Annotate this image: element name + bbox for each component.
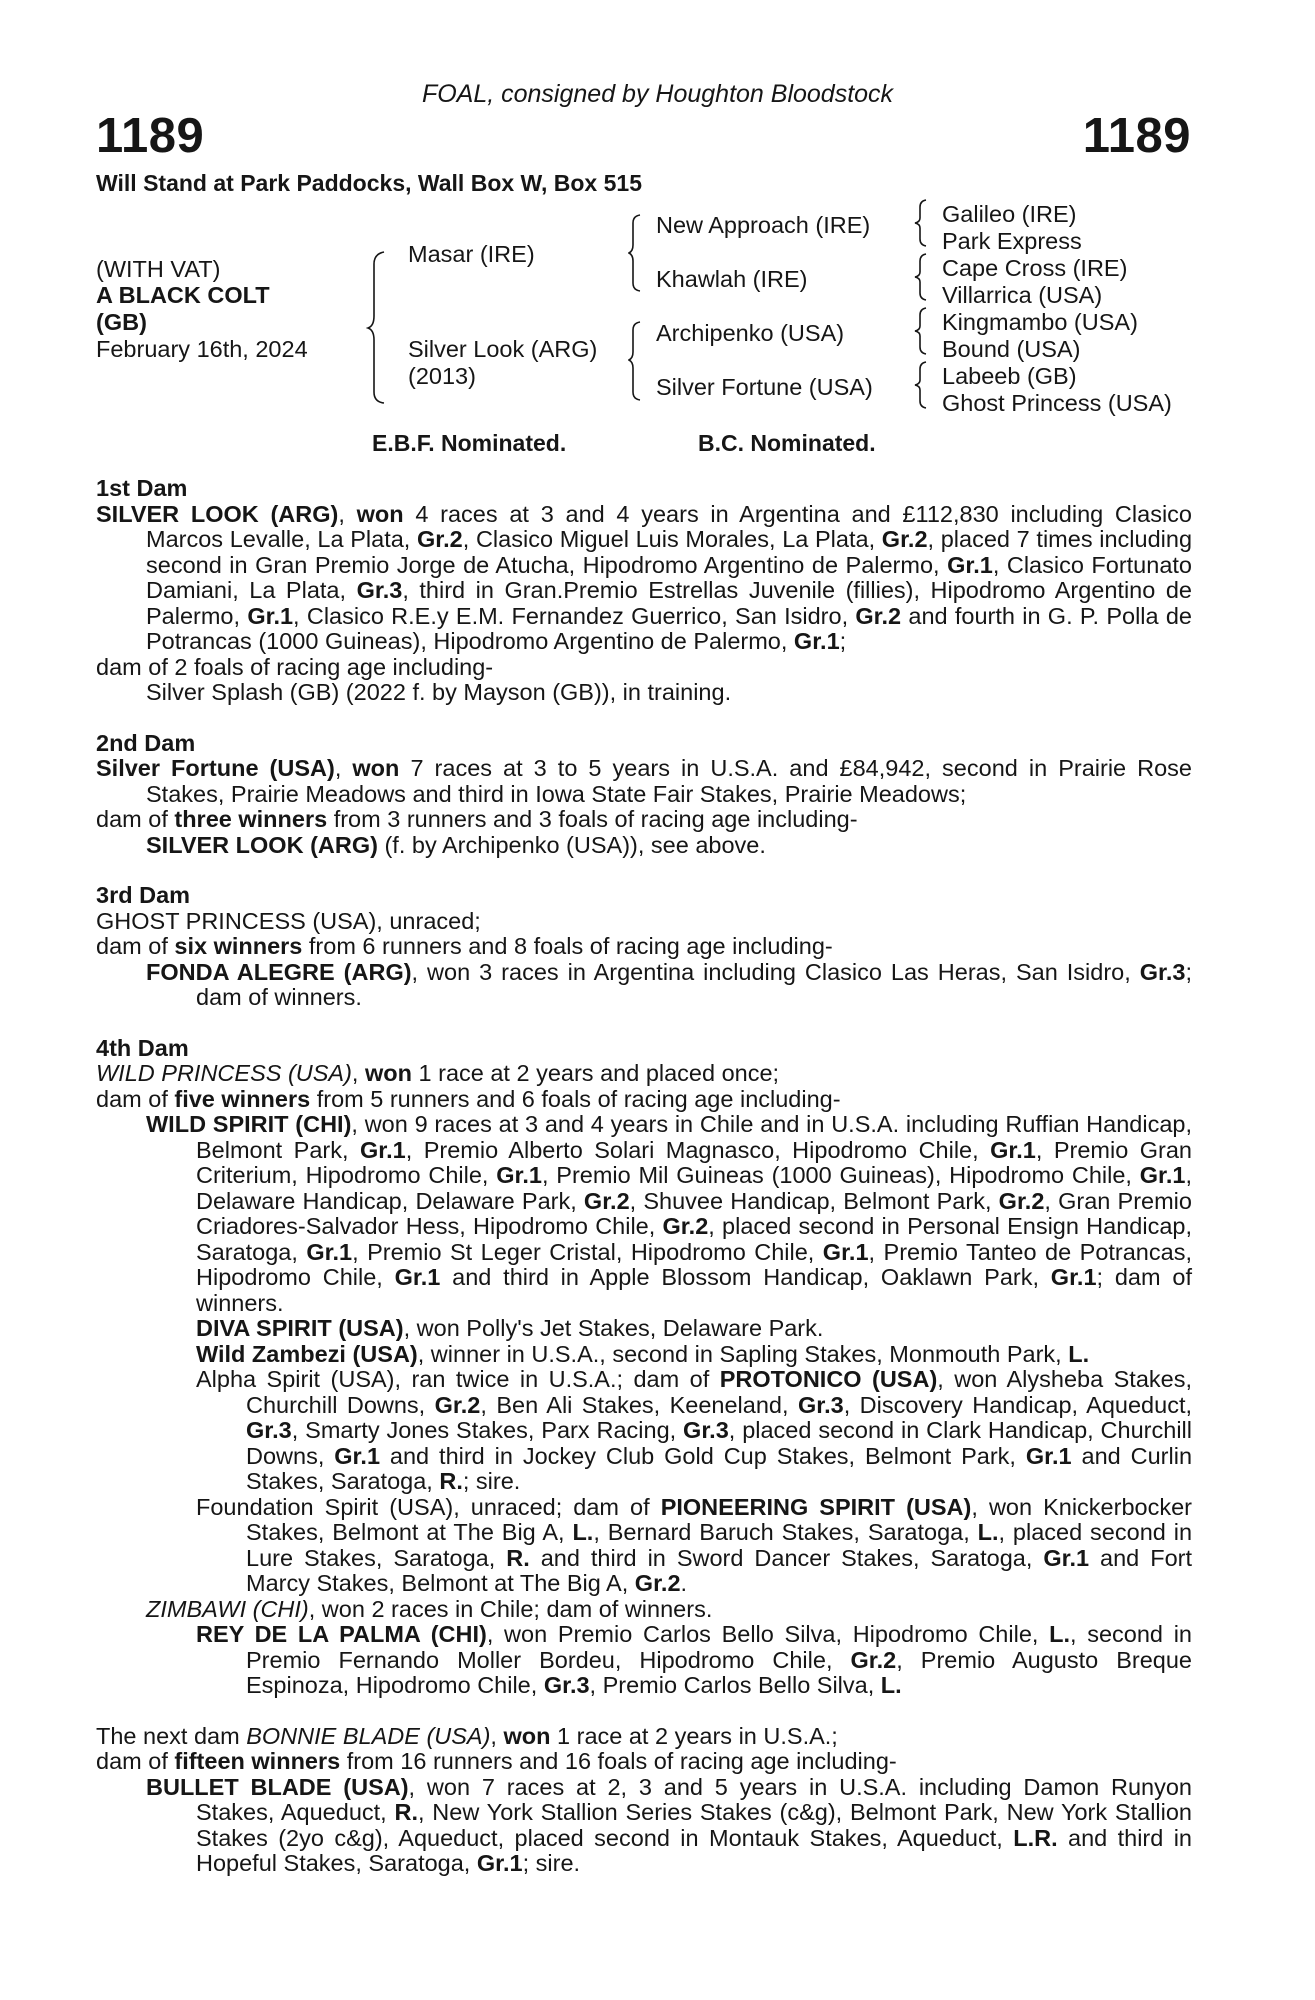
pedigree-brace-main: [366, 250, 390, 405]
bold-text-run: Gr.2: [417, 526, 463, 552]
text-run: and Curlin Stakes, Saratoga,: [246, 1442, 1193, 1494]
italic-text-run: BONNIE BLADE (USA): [246, 1722, 491, 1749]
g3-villarrica: Villarrica (USA): [942, 282, 1103, 308]
text-run: The next dam: [96, 1722, 247, 1749]
text-run: and Fort Marcy Stakes, Belmont at The Big A,: [246, 1544, 1193, 1596]
pedigree-brace-g3-2: [914, 252, 928, 302]
bold-text-run: L.: [572, 1519, 594, 1545]
g3-ghost-princess: Ghost Princess (USA): [942, 390, 1172, 416]
text-run: and third in Jockey Club Gold Cup Stakes, Belmont Park,: [380, 1442, 1026, 1469]
text-run: , won Polly's Jet Stakes, Delaware Park.: [403, 1315, 824, 1341]
dam-year: (2013): [408, 363, 476, 389]
text-run: , winner in U.S.A., second in Sapling Stakes, Monmouth Park,: [417, 1340, 1069, 1367]
produce-bullet-blade: [96, 1775, 1192, 1877]
bold-text-run: R.: [394, 1799, 418, 1825]
next-dam-produce-summary: [96, 1749, 1192, 1775]
text-run: ; sire.: [522, 1850, 581, 1876]
bold-text-run: won: [352, 755, 400, 781]
text-run: from 3 runners and 3 foals of racing age including-: [327, 806, 858, 832]
text-run: 4 races at 3 and 4 years in Argentina and £112,830 including Clasico Marcos Levalle, La Plata,: [146, 500, 1192, 552]
bold-text-run: PIONEERING SPIRIT (USA): [660, 1493, 972, 1520]
text-run: , Premio Tanteo de Potrancas, Hipodromo Chile,: [196, 1238, 1192, 1290]
bold-text-run: Gr.1: [793, 628, 840, 654]
text-run: , placed second in Clark Handicap, Churchill Downs,: [246, 1417, 1192, 1469]
next-dam-section: [96, 1724, 1192, 1877]
produce-rey-de-la-palma: [96, 1622, 1192, 1699]
first-dam-record: [96, 502, 1192, 655]
lot-number-right: 1189: [1082, 109, 1191, 163]
bold-text-run: PROTONICO (USA): [719, 1366, 938, 1392]
sire-sire-name: New Approach (IRE): [656, 212, 871, 238]
text-run: dam of: [96, 933, 175, 959]
bold-text-run: three winners: [174, 806, 328, 832]
third-dam-section: [96, 883, 1192, 1011]
pedigree-brace-dam: [628, 320, 642, 402]
bold-text-run: Gr.2: [998, 1187, 1045, 1214]
foaling-date: February 16th, 2024: [96, 336, 308, 362]
text-run: from 5 runners and 6 foals of racing age including-: [310, 1085, 841, 1112]
third-dam-produce-summary: [96, 934, 1192, 960]
produce-diva-spirit: [96, 1316, 1192, 1342]
fourth-dam-heading: 4th Dam: [96, 1034, 189, 1061]
bold-text-run: won: [503, 1722, 551, 1749]
bold-text-run: Gr.3: [797, 1391, 844, 1418]
text-run: ,: [338, 500, 357, 527]
text-run: , New York Stallion Series Stakes (c&g), Belmont Park, New York Stallion Stakes (2yo c&g), Aqueduct, placed second in Montauk Stakes, Aqueduct,: [196, 1799, 1192, 1851]
bold-text-run: DIVA SPIRIT (USA): [196, 1315, 404, 1341]
third-dam-heading: 3rd Dam: [96, 882, 191, 908]
bold-text-run: Gr.3: [1139, 958, 1186, 985]
bold-text-run: Gr.1: [947, 551, 993, 578]
pedigree-brace-g3-1: [914, 198, 928, 248]
text-run: , Delaware Handicap, Delaware Park,: [196, 1162, 1192, 1214]
bold-text-run: REY DE LA PALMA (CHI): [196, 1621, 487, 1647]
pedigree-brace-g3-3: [914, 306, 928, 356]
pedigree-brace-sire: [628, 213, 642, 293]
g3-bound: Bound (USA): [942, 336, 1081, 362]
text-run: ; dam of winners.: [196, 1264, 1192, 1316]
text-run: and third in Apple Blossom Handicap, Oaklawn Park,: [440, 1264, 1051, 1290]
text-run: , Premio Gran Criterium, Hipodromo Chile,: [196, 1136, 1192, 1188]
text-run: , Premio Carlos Bello Silva,: [589, 1672, 881, 1698]
produce-wild-zambezi: [96, 1342, 1192, 1368]
produce-wild-spirit: [96, 1112, 1192, 1316]
text-run: , won Alysheba Stakes, Churchill Downs,: [246, 1366, 1192, 1418]
bold-text-run: BULLET BLADE (USA): [146, 1773, 409, 1800]
bc-nominated: B.C. Nominated.: [698, 430, 876, 456]
bold-text-run: Gr.1: [1050, 1264, 1097, 1290]
bold-text-run: Gr.2: [434, 1391, 481, 1418]
colt-description: A BLACK COLT: [96, 282, 270, 308]
italic-text-run: WILD PRINCESS (USA): [96, 1060, 352, 1086]
text-run: , Smarty Jones Stakes, Parx Racing,: [291, 1417, 684, 1443]
g3-park-express: Park Express: [942, 228, 1082, 254]
bold-text-run: Silver Fortune (USA): [96, 755, 335, 781]
dam-dam-name: Silver Fortune (USA): [656, 374, 873, 400]
bold-text-run: L.: [1068, 1340, 1090, 1367]
bold-text-run: R.: [506, 1544, 530, 1571]
second-dam-record: [96, 756, 1192, 807]
bold-text-run: Gr.2: [634, 1570, 681, 1596]
produce-alpha-spirit: [96, 1367, 1192, 1495]
next-dam-record: [96, 1724, 1192, 1750]
text-run: ,: [351, 1060, 365, 1086]
bold-text-run: L.: [880, 1672, 902, 1698]
text-run: , Clasico Fortunato Damiani, La Plata,: [146, 551, 1192, 603]
fourth-dam-section: [96, 1036, 1192, 1699]
bold-text-run: Gr.1: [334, 1442, 381, 1469]
bold-text-run: WILD SPIRIT (CHI): [146, 1111, 352, 1137]
text-run: , Premio Augusto Breque Espinoza, Hipodromo Chile,: [246, 1646, 1192, 1698]
bold-text-run: Gr.1: [394, 1264, 441, 1290]
text-run: ; dam of winners.: [196, 958, 1192, 1010]
text-run: ;: [839, 628, 847, 654]
text-run: Alpha Spirit (USA), ran twice in U.S.A.; dam of: [196, 1366, 720, 1392]
bold-text-run: five winners: [174, 1085, 311, 1112]
text-run: Foundation Spirit (USA), unraced; dam of: [196, 1493, 661, 1520]
text-run: ,: [490, 1722, 504, 1749]
sire-dam-name: Khawlah (IRE): [656, 266, 808, 292]
bold-text-run: SILVER LOOK (ARG): [146, 831, 378, 858]
bold-text-run: R.: [439, 1468, 463, 1494]
bold-text-run: Gr.2: [855, 602, 902, 629]
text-run: , placed second in Personal Ensign Handicap, Saratoga,: [196, 1213, 1193, 1265]
bold-text-run: won: [356, 500, 404, 527]
text-run: , Clasico R.E.y E.M. Fernandez Guerrico, San Isidro,: [293, 602, 856, 629]
third-dam-record: [96, 909, 1192, 935]
third-dam-produce-entry: [96, 960, 1192, 1011]
bold-text-run: Gr.1: [496, 1162, 542, 1188]
pedigree-brace-g3-4: [914, 360, 928, 410]
text-run: , won 9 races at 3 and 4 years in Chile and in U.S.A. including Ruffian Handicap, Belmont Park,: [196, 1111, 1193, 1163]
text-run: and third in Sword Dancer Stakes, Saratoga,: [529, 1544, 1044, 1571]
produce-zimbawi: [96, 1597, 1192, 1623]
bold-text-run: Gr.1: [306, 1238, 353, 1265]
second-dam-section: [96, 731, 1192, 859]
bold-text-run: Gr.1: [359, 1136, 406, 1163]
bold-text-run: Gr.2: [850, 1646, 897, 1673]
vat-note: (WITH VAT): [96, 256, 221, 282]
text-run: 1 race at 2 years and placed once;: [411, 1060, 780, 1086]
ebf-nominated: E.B.F. Nominated.: [372, 430, 567, 456]
text-run: .: [680, 1570, 688, 1596]
text-run: , Clasico Miguel Luis Morales, La Plata,: [462, 526, 882, 552]
second-dam-produce-summary: [96, 807, 1192, 833]
bold-text-run: FONDA ALEGRE (ARG): [146, 958, 412, 985]
text-run: , Premio St Leger Cristal, Hipodromo Chile,: [352, 1238, 823, 1265]
text-run: and third in Hopeful Stakes, Saratoga,: [196, 1824, 1192, 1876]
bold-text-run: six winners: [174, 933, 303, 959]
bold-text-run: Gr.2: [881, 526, 928, 552]
text-run: from 16 runners and 16 foals of racing age including-: [340, 1748, 897, 1774]
bold-text-run: Gr.1: [1025, 1442, 1072, 1469]
text-run: , placed 7 times including second in Gran Premio Jorge de Atucha, Hipodromo Argentino de Palermo,: [146, 526, 1193, 578]
text-run: from 6 runners and 8 foals of racing age including-: [302, 933, 833, 959]
text-run: , won 7 races at 2, 3 and 5 years in U.S.A. including Damon Runyon Stakes, Aqueduct,: [196, 1773, 1192, 1825]
text-run: and fourth in G. P. Polla de Potrancas (1000 Guineas), Hipodromo Argentino de Palermo,: [146, 602, 1192, 654]
text-run: , won Knickerbocker Stakes, Belmont at The Big A,: [246, 1493, 1192, 1545]
standing-location: Will Stand at Park Paddocks, Wall Box W, Box 515: [96, 170, 642, 196]
produce-foundation-spirit: [96, 1495, 1192, 1597]
first-dam-produce-summary: [96, 655, 1192, 681]
bold-text-run: Gr.1: [1139, 1162, 1186, 1188]
dam-sire-name: Archipenko (USA): [656, 320, 845, 346]
text-run: 7 races at 3 to 5 years in U.S.A. and £84,942, second in Prairie Rose Stakes, Prairie Meadows and third in Iowa State Fair Stakes, Prairie Meadows;: [146, 755, 1192, 807]
text-run: Silver Splash (GB) (2022 f. by Mayson (GB)), in training.: [146, 679, 732, 705]
first-dam-section: [96, 476, 1192, 706]
catalogue-text: [96, 476, 1192, 1877]
text-run: , Bernard Baruch Stakes, Saratoga,: [593, 1519, 978, 1545]
bold-text-run: Gr.1: [990, 1136, 1036, 1163]
text-run: 1 race at 2 years in U.S.A.;: [550, 1722, 838, 1749]
text-run: , won 2 races in Chile; dam of winners.: [308, 1595, 713, 1622]
g3-labeeb: Labeeb (GB): [942, 363, 1077, 389]
bold-text-run: Gr.3: [356, 577, 403, 603]
bold-text-run: won: [364, 1060, 412, 1086]
bold-text-run: L.: [1049, 1621, 1070, 1647]
text-run: , placed second in Lure Stakes, Saratoga,: [246, 1519, 1193, 1571]
text-run: dam of: [96, 806, 175, 832]
bold-text-run: Gr.1: [1043, 1544, 1090, 1571]
first-dam-heading: 1st Dam: [96, 475, 188, 501]
text-run: , Discovery Handicap, Aqueduct,: [843, 1391, 1192, 1418]
text-run: , Gran Premio Criadores-Salvador Hess, Hipodromo Chile,: [196, 1187, 1192, 1239]
g3-galileo: Galileo (IRE): [942, 201, 1077, 227]
text-run: ,: [334, 755, 353, 781]
text-run: , third in Gran.Premio Estrellas Juvenile (fillies), Hipodromo Argentino de Palermo,: [146, 577, 1193, 629]
text-run: , second in Premio Fernando Moller Bordeu, Hipodromo Chile,: [246, 1621, 1192, 1673]
text-run: GHOST PRINCESS (USA), unraced;: [96, 907, 481, 934]
fourth-dam-record: [96, 1061, 1192, 1087]
consignment-line: FOAL, consigned by Houghton Bloodstock: [421, 80, 894, 108]
second-dam-produce-entry: [96, 833, 1192, 859]
text-run: (f. by Archipenko (USA)), see above.: [377, 831, 766, 858]
g3-kingmambo: Kingmambo (USA): [942, 309, 1138, 335]
text-run: , won 3 races in Argentina including Clasico Las Heras, San Isidro,: [411, 958, 1140, 985]
text-run: , Shuvee Handicap, Belmont Park,: [629, 1187, 999, 1214]
dam-name: Silver Look (ARG): [408, 336, 598, 362]
text-run: ; sire.: [462, 1468, 521, 1494]
text-run: , Premio Alberto Solari Magnasco, Hipodromo Chile,: [405, 1136, 991, 1163]
sire-name: Masar (IRE): [408, 241, 535, 267]
bold-text-run: Gr.1: [247, 602, 294, 629]
bold-text-run: L.: [977, 1519, 999, 1545]
text-run: , Ben Ali Stakes, Keeneland,: [480, 1391, 798, 1418]
bold-text-run: Gr.1: [822, 1238, 869, 1265]
text-run: dam of 2 foals of racing age including-: [96, 653, 494, 680]
text-run: , won Premio Carlos Bello Silva, Hipodromo Chile,: [486, 1621, 1050, 1647]
italic-text-run: ZIMBAWI (CHI): [146, 1595, 309, 1622]
bold-text-run: Wild Zambezi (USA): [196, 1340, 418, 1367]
colt-origin: (GB): [96, 309, 147, 335]
bold-text-run: L.R.: [1013, 1824, 1058, 1851]
bold-text-run: Gr.1: [476, 1850, 523, 1876]
text-run: dam of: [96, 1748, 175, 1774]
first-dam-produce-entry: [96, 680, 1192, 706]
g3-cape-cross: Cape Cross (IRE): [942, 255, 1128, 281]
bold-text-run: Gr.3: [683, 1417, 729, 1443]
text-run: , Premio Mil Guineas (1000 Guineas), Hipodromo Chile,: [541, 1162, 1140, 1188]
bold-text-run: Gr.3: [543, 1672, 590, 1698]
bold-text-run: Gr.2: [583, 1187, 630, 1214]
second-dam-heading: 2nd Dam: [96, 729, 196, 756]
bold-text-run: SILVER LOOK (ARG): [96, 500, 339, 527]
bold-text-run: Gr.3: [246, 1417, 292, 1443]
bold-text-run: fifteen winners: [174, 1748, 341, 1774]
text-run: dam of: [96, 1085, 175, 1112]
fourth-dam-produce-summary: [96, 1087, 1192, 1113]
bold-text-run: Gr.2: [662, 1213, 709, 1239]
lot-number-left: 1189: [96, 109, 205, 163]
